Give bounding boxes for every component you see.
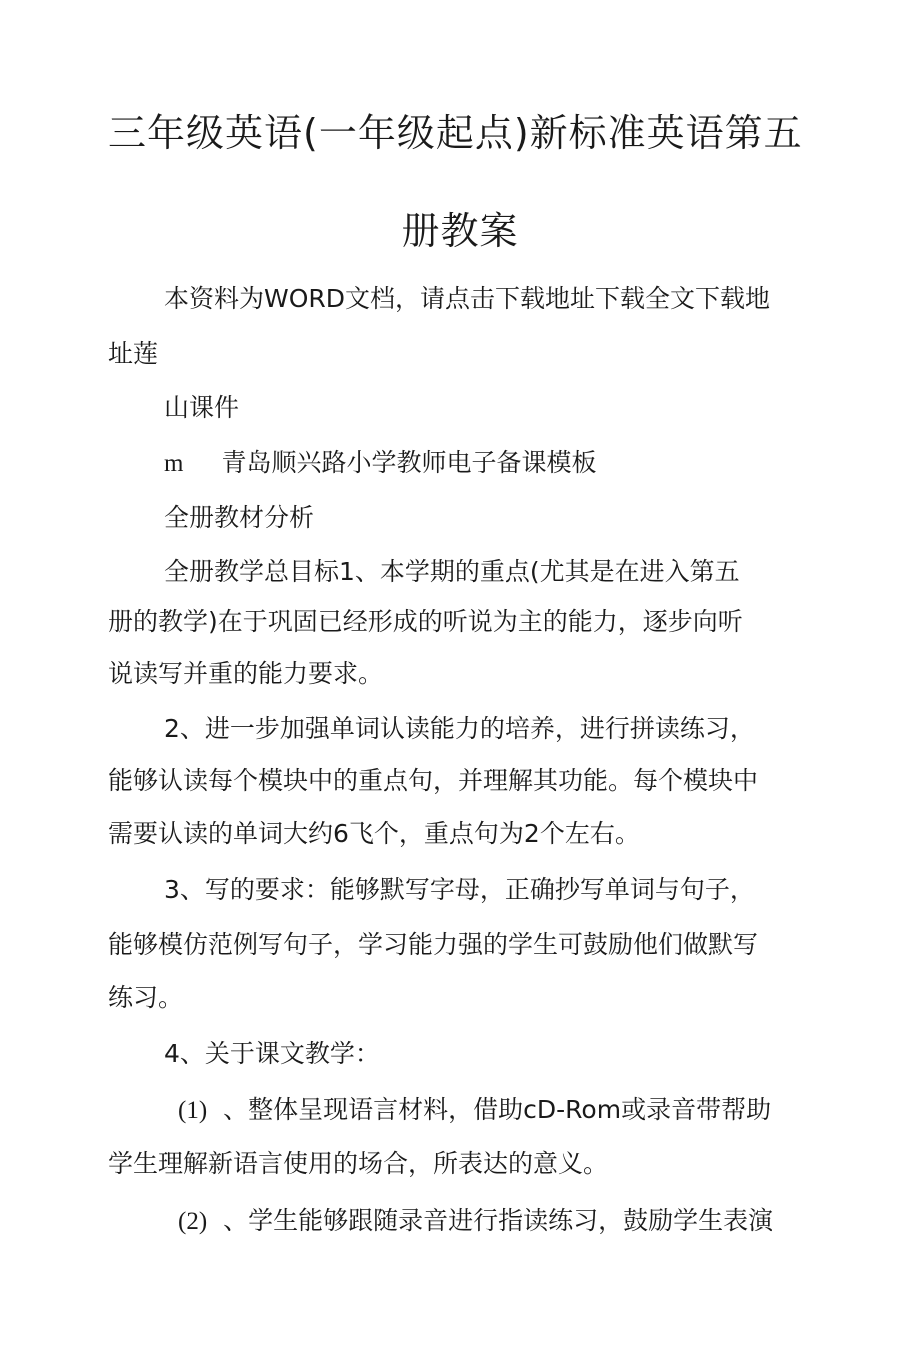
paragraph-line: 2、进一步加强单词认读能力的培养，进行拼读练习， [164,714,755,743]
item-number: (1) [178,1097,208,1124]
paragraph-line: 4、关于课文教学： [164,1039,380,1068]
paragraph-line: 册的教学)在于巩固已经形成的听说为主的能力，逐步向听 [108,607,743,636]
title-line-2: 册教案 [401,209,519,253]
item-text: 、整体呈现语言材料，借助cD-Rom或录音带帮助 [223,1095,772,1124]
paragraph-line-item-1 [178,1094,771,1127]
paragraph-line-item-2 [178,1205,773,1238]
title-line-1: 三年级英语(一年级起点)新标准英语第五 [108,111,803,155]
letter-m: m [164,450,184,477]
paragraph-line: 能够模仿范例写句子，学习能力强的学生可鼓励他们做默写 [108,930,759,959]
paragraph-line: 练习。 [108,983,184,1012]
item-text: 、学生能够跟随录音进行指读练习，鼓励学生表演 [223,1206,774,1235]
paragraph-line: 能够认读每个模块中的重点句，并理解其功能。每个模块中 [108,766,759,795]
paragraph-line: 说读写并重的能力要求。 [108,659,384,688]
paragraph-line: 需要认读的单词大约6飞个，重点句为2个左右。 [108,819,640,848]
paragraph-line: 本资料为WORD文档，请点击下载地址下载全文下载地 [164,284,771,313]
paragraph-line: 学生理解新语言使用的场合，所表达的意义。 [108,1149,609,1178]
paragraph-line-m [164,447,596,480]
template-name: 青岛顺兴路小学教师电子备课模板 [221,448,597,477]
paragraph-line: 址莲 [108,339,159,368]
paragraph-line: 全册教学总目标1、本学期的重点(尤其是在进入第五 [164,557,740,586]
paragraph-line: 3、写的要求：能够默写字母，正确抄写单词与句子， [164,875,755,904]
paragraph-line: 全册教材分析 [164,503,315,532]
item-number: (2) [178,1208,208,1235]
paragraph-line: 山课件 [164,393,240,422]
